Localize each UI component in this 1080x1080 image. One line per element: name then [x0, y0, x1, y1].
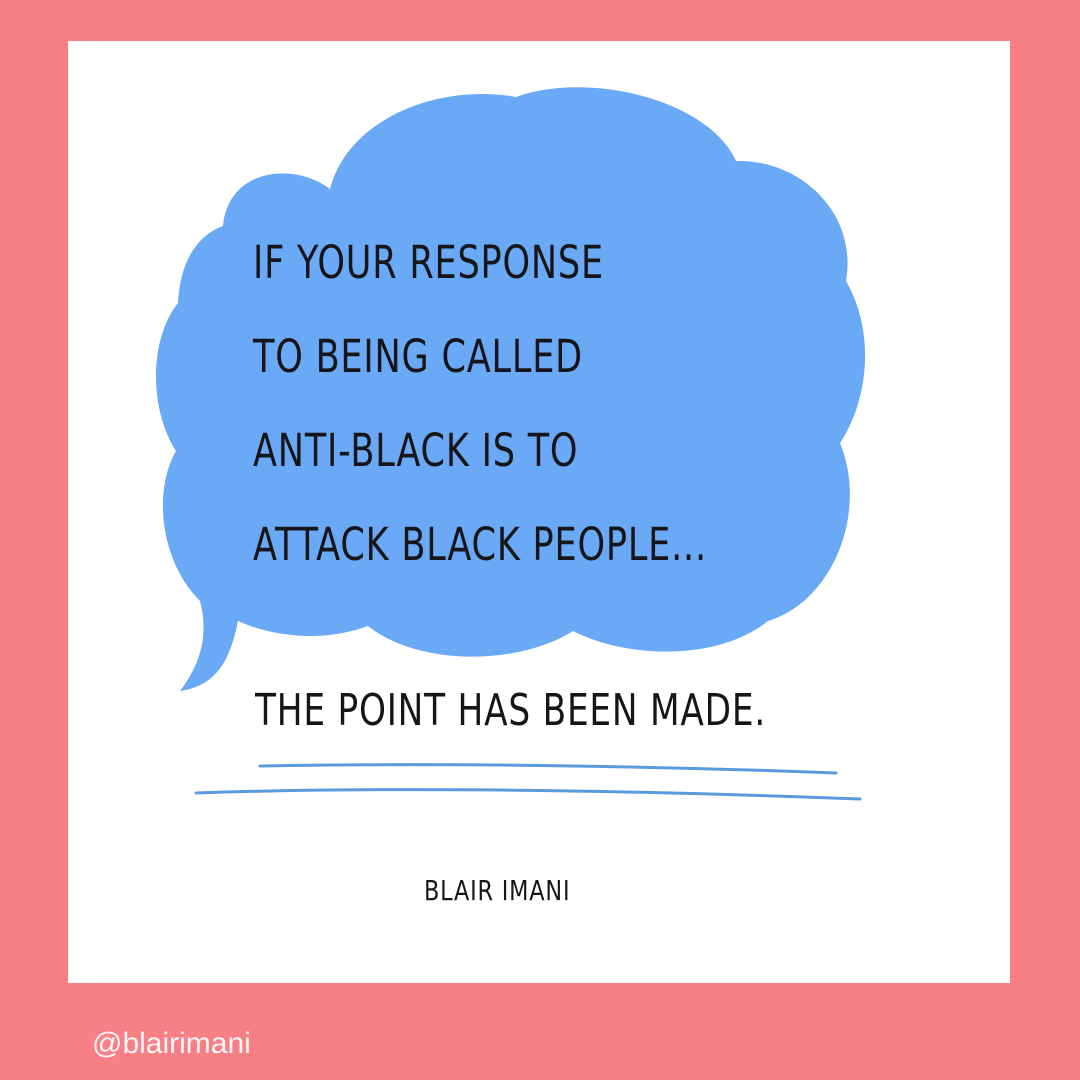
quote-line-2: TO BEING CALLED	[253, 330, 583, 383]
post-card	[68, 41, 1010, 983]
account-handle[interactable]: @blairimani	[92, 1027, 251, 1060]
quote-text	[253, 216, 813, 592]
quote-line-1: IF YOUR RESPONSE	[253, 236, 604, 289]
quote-line-3: ANTI-BLACK IS TO	[253, 424, 579, 477]
author-signature: BLAIR IMANI	[424, 874, 571, 907]
punchline-text: THE POINT HAS BEEN MADE.	[255, 685, 767, 736]
quote-line-4: ATTACK BLACK PEOPLE...	[253, 518, 707, 571]
